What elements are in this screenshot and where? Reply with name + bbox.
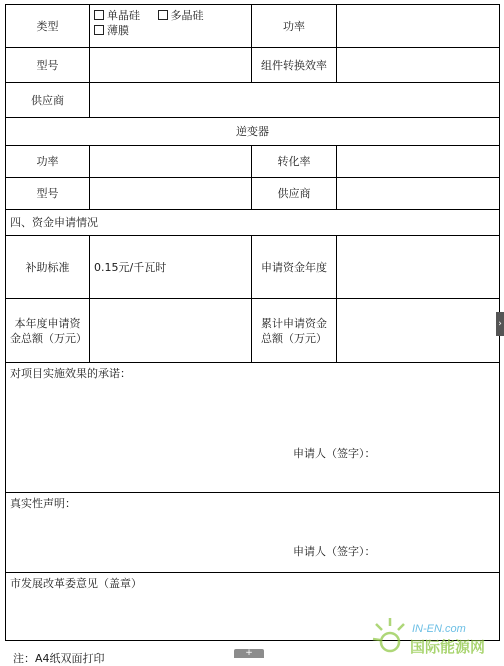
inverter-power-row <box>6 146 500 178</box>
funding-year-label: 申请资金年度 <box>252 236 337 299</box>
annual-total-field[interactable] <box>90 299 252 363</box>
annual-total-label: 本年度申请资金总额（万元） <box>6 299 90 363</box>
authenticity-field[interactable] <box>6 493 500 573</box>
type-options <box>90 5 252 48</box>
module-supplier-row <box>6 83 500 118</box>
commitment-label: 对项目实施效果的承诺： <box>10 367 131 380</box>
inverter-supplier-field[interactable] <box>337 178 500 210</box>
option-monocrystalline[interactable]: 单晶硅 <box>94 9 140 22</box>
subsidy-value: 0.15元/千瓦时 <box>90 236 252 299</box>
cumulative-total-label: 累计申请资金总额（万元） <box>252 299 337 363</box>
inverter-power-field[interactable] <box>90 146 252 178</box>
subsidy-row <box>6 236 500 299</box>
authenticity-row <box>6 493 500 573</box>
footnote: 注：A4纸双面打印 <box>13 652 105 665</box>
inverter-section-title: 逆变器 <box>6 118 500 146</box>
watermark-logo <box>368 606 502 662</box>
plus-icon[interactable]: + <box>234 649 264 658</box>
cumulative-total-field[interactable] <box>337 299 500 363</box>
inverter-section-row <box>6 118 500 146</box>
module-model-row <box>6 48 500 83</box>
chevron-right-icon[interactable]: › <box>496 312 504 336</box>
sun-icon <box>373 618 404 651</box>
module-efficiency-label: 组件转换效率 <box>252 48 337 83</box>
funding-section-row <box>6 210 500 236</box>
module-model-label: 型号 <box>6 48 90 83</box>
module-supplier-label: 供应商 <box>6 83 90 118</box>
subsidy-label: 补助标准 <box>6 236 90 299</box>
commitment-field[interactable] <box>6 363 500 493</box>
module-power-label: 功率 <box>252 5 337 48</box>
funding-total-row <box>6 299 500 363</box>
module-type-row <box>6 5 500 48</box>
funding-section-title: 四、资金申请情况 <box>6 210 500 236</box>
inverter-conversion-field[interactable] <box>337 146 500 178</box>
module-power-field[interactable] <box>337 5 500 48</box>
opinion-label: 市发展改革委意见（盖章） <box>10 577 142 590</box>
watermark-latin: IN-EN.com <box>412 623 466 635</box>
module-efficiency-field[interactable] <box>337 48 500 83</box>
type-label: 类型 <box>6 5 90 48</box>
watermark-cn: 国际能源网 <box>410 638 486 656</box>
authenticity-signature: 申请人（签字）： <box>293 545 376 558</box>
commitment-signature: 申请人（签字）： <box>293 447 376 460</box>
inverter-supplier-label: 供应商 <box>252 178 337 210</box>
application-form <box>5 4 500 641</box>
module-model-field[interactable] <box>90 48 252 83</box>
inverter-model-label: 型号 <box>6 178 90 210</box>
option-polycrystalline[interactable]: 多晶硅 <box>158 9 204 22</box>
commitment-row <box>6 363 500 493</box>
checkbox-icon[interactable] <box>158 10 168 20</box>
checkbox-icon[interactable] <box>94 10 104 20</box>
inverter-power-label: 功率 <box>6 146 90 178</box>
option-thin-film[interactable]: 薄膜 <box>94 24 129 37</box>
inverter-conversion-label: 转化率 <box>252 146 337 178</box>
inverter-model-field[interactable] <box>90 178 252 210</box>
module-supplier-field[interactable] <box>90 83 500 118</box>
inverter-model-row <box>6 178 500 210</box>
funding-year-field[interactable] <box>337 236 500 299</box>
authenticity-label: 真实性声明： <box>10 497 76 510</box>
checkbox-icon[interactable] <box>94 25 104 35</box>
